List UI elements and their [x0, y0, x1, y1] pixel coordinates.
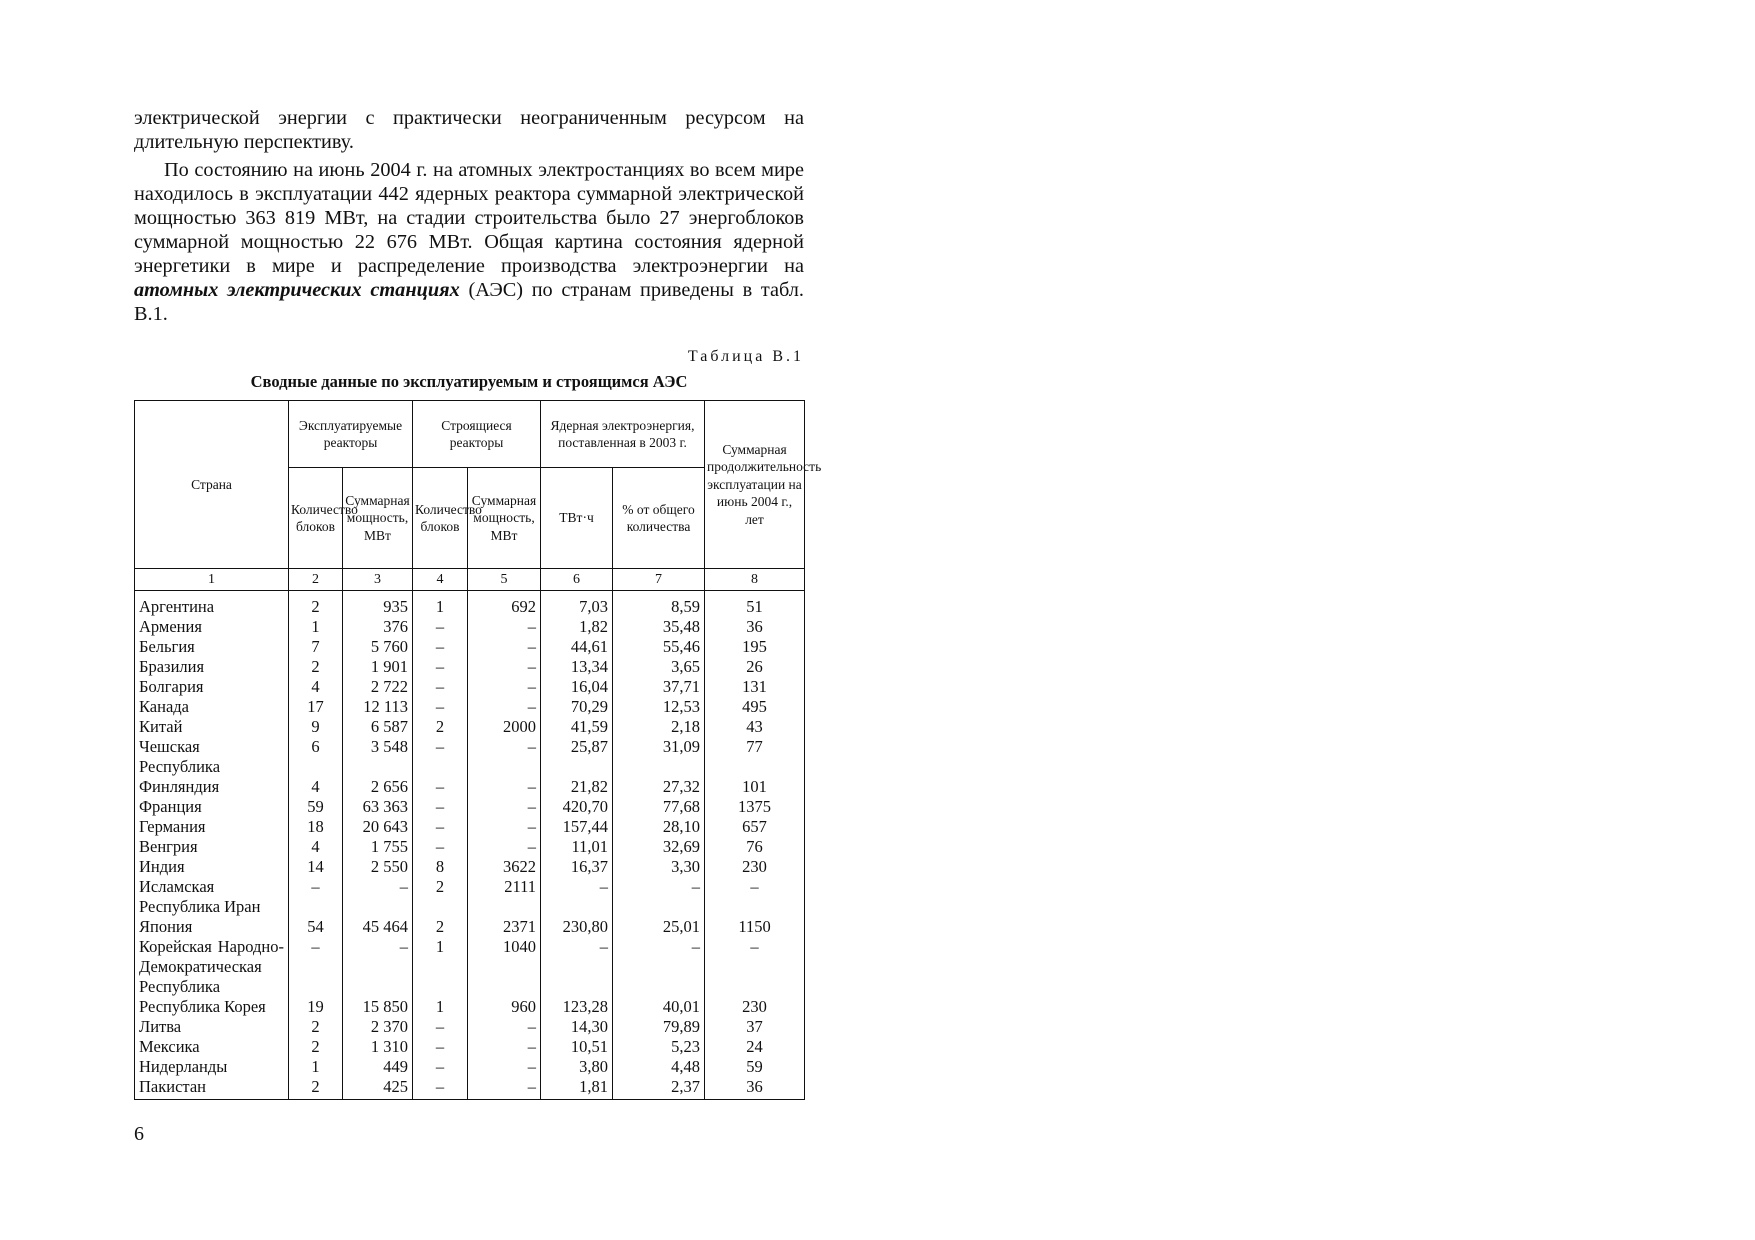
cell-twh: 25,87 — [541, 737, 613, 777]
header-energy: Ядерная электроэнергия, поставленная в 2003 г. — [541, 401, 705, 468]
table-row — [135, 777, 805, 797]
cell-country: Исламская Республика Иран — [135, 877, 289, 917]
cell-op-units: 54 — [289, 917, 343, 937]
cell-op-power: 20 643 — [343, 817, 413, 837]
cell-percent: – — [613, 937, 705, 997]
paragraph-text-before: По состоянию на июнь 2004 г. на атомных электростанциях во всем мире находилось в эксплуатации 442 ядерных реактора суммарной электрической мощностью 363 819 МВт, на стадии строительства было 27 энергоблоков суммарной мощностью 22 676 МВт. Общая картина состояния ядерной энергетики в мире и распределение производства электроэнергии на — [134, 159, 804, 277]
cell-bl-units: – — [413, 657, 468, 677]
cell-op-power: 15 850 — [343, 997, 413, 1017]
cell-twh: 21,82 — [541, 777, 613, 797]
cell-bl-power: 3622 — [468, 857, 541, 877]
cell-op-units: – — [289, 877, 343, 917]
cell-twh: – — [541, 937, 613, 997]
header-row-1 — [135, 401, 805, 468]
table-row — [135, 1077, 805, 1100]
cell-percent: 31,09 — [613, 737, 705, 777]
cell-twh: 16,37 — [541, 857, 613, 877]
cell-op-units: 18 — [289, 817, 343, 837]
table-row — [135, 797, 805, 817]
cell-twh: 230,80 — [541, 917, 613, 937]
cell-bl-power: – — [468, 737, 541, 777]
cell-op-power: 2 722 — [343, 677, 413, 697]
table-row — [135, 717, 805, 737]
table-row — [135, 617, 805, 637]
cell-percent: 12,53 — [613, 697, 705, 717]
cell-years: 43 — [705, 717, 805, 737]
cell-op-units: 59 — [289, 797, 343, 817]
cell-bl-units: 2 — [413, 917, 468, 937]
cell-op-power: 2 370 — [343, 1017, 413, 1037]
cell-bl-units: 2 — [413, 877, 468, 917]
table-row — [135, 697, 805, 717]
cell-op-power: – — [343, 937, 413, 997]
cell-op-power: 425 — [343, 1077, 413, 1100]
col-number: 6 — [541, 569, 613, 591]
header-operating: Эксплуатируемые реакторы — [289, 401, 413, 468]
cell-years: 131 — [705, 677, 805, 697]
header-twh: ТВт·ч — [541, 468, 613, 569]
cell-bl-units: – — [413, 1037, 468, 1057]
cell-years: 76 — [705, 837, 805, 857]
cell-years: 36 — [705, 617, 805, 637]
cell-op-units: 2 — [289, 1037, 343, 1057]
table-row — [135, 817, 805, 837]
cell-country: Пакистан — [135, 1077, 289, 1100]
cell-bl-power: – — [468, 617, 541, 637]
cell-country: Япония — [135, 917, 289, 937]
cell-op-power: 6 587 — [343, 717, 413, 737]
table-row — [135, 917, 805, 937]
table-row — [135, 857, 805, 877]
table-title: Сводные данные по эксплуатируемым и строящимся АЭС — [250, 372, 688, 391]
cell-country: Франция — [135, 797, 289, 817]
page-number: 6 — [134, 1123, 144, 1145]
table-row — [135, 1037, 805, 1057]
cell-twh: 3,80 — [541, 1057, 613, 1077]
header-duration: Суммарная продолжительность эксплуатации на июнь 2004 г., лет — [705, 401, 805, 569]
table-row — [135, 877, 805, 917]
cell-twh: 13,34 — [541, 657, 613, 677]
cell-bl-units: – — [413, 777, 468, 797]
cell-percent: 2,37 — [613, 1077, 705, 1100]
cell-twh: 157,44 — [541, 817, 613, 837]
table-row — [135, 637, 805, 657]
cell-years: 101 — [705, 777, 805, 797]
cell-country: Армения — [135, 617, 289, 637]
page-content — [134, 106, 822, 1100]
col-number: 4 — [413, 569, 468, 591]
cell-twh: 11,01 — [541, 837, 613, 857]
cell-op-units: 4 — [289, 837, 343, 857]
cell-bl-power: – — [468, 837, 541, 857]
cell-op-power: – — [343, 877, 413, 917]
cell-bl-power: – — [468, 1057, 541, 1077]
cell-country: Венгрия — [135, 837, 289, 857]
cell-years: 77 — [705, 737, 805, 777]
cell-percent: 25,01 — [613, 917, 705, 937]
cell-op-power: 935 — [343, 597, 413, 617]
cell-bl-units: 1 — [413, 997, 468, 1017]
cell-years: – — [705, 877, 805, 917]
cell-bl-units: – — [413, 697, 468, 717]
cell-bl-units: – — [413, 1077, 468, 1100]
cell-bl-power: 2371 — [468, 917, 541, 937]
cell-bl-units: – — [413, 1017, 468, 1037]
cell-country: Республика Корея — [135, 997, 289, 1017]
cell-op-units: – — [289, 937, 343, 997]
cell-percent: 28,10 — [613, 817, 705, 837]
cell-percent: – — [613, 877, 705, 917]
cell-bl-power: – — [468, 697, 541, 717]
header-op-power: Суммарная мощность, МВт — [343, 468, 413, 569]
col-number: 2 — [289, 569, 343, 591]
emphasis-term: атомных электрических станциях — [134, 279, 460, 301]
cell-op-power: 2 656 — [343, 777, 413, 797]
cell-twh: 1,82 — [541, 617, 613, 637]
cell-years: 26 — [705, 657, 805, 677]
cell-percent: 27,32 — [613, 777, 705, 797]
cell-percent: 79,89 — [613, 1017, 705, 1037]
cell-bl-units: 8 — [413, 857, 468, 877]
cell-percent: 5,23 — [613, 1037, 705, 1057]
cell-op-units: 14 — [289, 857, 343, 877]
cell-bl-power: – — [468, 637, 541, 657]
cell-years: 37 — [705, 1017, 805, 1037]
cell-percent: 4,48 — [613, 1057, 705, 1077]
cell-op-units: 6 — [289, 737, 343, 777]
cell-years: 24 — [705, 1037, 805, 1057]
cell-op-power: 12 113 — [343, 697, 413, 717]
header-op-units: Количество блоков — [289, 468, 343, 569]
table-row — [135, 837, 805, 857]
table-row — [135, 657, 805, 677]
cell-twh: 16,04 — [541, 677, 613, 697]
table-row — [135, 677, 805, 697]
cell-bl-power: 2111 — [468, 877, 541, 917]
header-country: Страна — [135, 401, 289, 569]
cell-country: Бразилия — [135, 657, 289, 677]
column-number-row — [135, 569, 805, 591]
cell-twh: 420,70 — [541, 797, 613, 817]
cell-twh: 1,81 — [541, 1077, 613, 1100]
cell-country: Мексика — [135, 1037, 289, 1057]
table-row — [135, 597, 805, 617]
cell-bl-units: – — [413, 817, 468, 837]
table-row — [135, 1057, 805, 1077]
cell-percent: 2,18 — [613, 717, 705, 737]
cell-percent: 40,01 — [613, 997, 705, 1017]
cell-country: Чешская Республика — [135, 737, 289, 777]
cell-bl-power: – — [468, 797, 541, 817]
cell-country: Канада — [135, 697, 289, 717]
cell-bl-power: – — [468, 777, 541, 797]
cell-years: 495 — [705, 697, 805, 717]
cell-bl-power: 692 — [468, 597, 541, 617]
cell-op-units: 1 — [289, 617, 343, 637]
cell-op-units: 1 — [289, 1057, 343, 1077]
cell-country: Болгария — [135, 677, 289, 697]
cell-bl-power: 2000 — [468, 717, 541, 737]
cell-percent: 37,71 — [613, 677, 705, 697]
cell-op-power: 45 464 — [343, 917, 413, 937]
cell-bl-power: – — [468, 1037, 541, 1057]
cell-percent: 32,69 — [613, 837, 705, 857]
cell-country: Аргентина — [135, 597, 289, 617]
cell-country: Финляндия — [135, 777, 289, 797]
cell-years: 59 — [705, 1057, 805, 1077]
paragraph-continuation: электрической энергии с практически неограниченным ресурсом на длительную перспективу. — [134, 107, 804, 153]
header-bl-power: Суммарная мощность, МВт — [468, 468, 541, 569]
cell-op-power: 1 901 — [343, 657, 413, 677]
table-row — [135, 1017, 805, 1037]
cell-years: 1375 — [705, 797, 805, 817]
cell-twh: 14,30 — [541, 1017, 613, 1037]
col-number: 7 — [613, 569, 705, 591]
cell-percent: 3,30 — [613, 857, 705, 877]
cell-bl-power: – — [468, 1077, 541, 1100]
cell-years: 230 — [705, 997, 805, 1017]
cell-bl-units: – — [413, 737, 468, 777]
table-body — [135, 590, 805, 1099]
cell-years: 36 — [705, 1077, 805, 1100]
cell-years: 1150 — [705, 917, 805, 937]
cell-op-units: 7 — [289, 637, 343, 657]
cell-op-units: 9 — [289, 717, 343, 737]
cell-country: Корейская Народно-Демократическая Республика — [135, 937, 289, 997]
cell-years: 195 — [705, 637, 805, 657]
cell-twh: 70,29 — [541, 697, 613, 717]
cell-bl-units: – — [413, 1057, 468, 1077]
cell-op-power: 3 548 — [343, 737, 413, 777]
cell-op-units: 19 — [289, 997, 343, 1017]
data-table — [134, 400, 822, 1100]
header-bl-units: Количество блоков — [413, 468, 468, 569]
cell-op-power: 2 550 — [343, 857, 413, 877]
cell-percent: 3,65 — [613, 657, 705, 677]
cell-percent: 55,46 — [613, 637, 705, 657]
cell-bl-power: – — [468, 657, 541, 677]
cell-country: Литва — [135, 1017, 289, 1037]
cell-twh: 44,61 — [541, 637, 613, 657]
header-percent: % от общего количества — [613, 468, 705, 569]
cell-bl-power: – — [468, 677, 541, 697]
cell-bl-units: 1 — [413, 597, 468, 617]
paragraph-main — [134, 158, 804, 326]
cell-years: 230 — [705, 857, 805, 877]
cell-percent: 77,68 — [613, 797, 705, 817]
cell-bl-power: – — [468, 1017, 541, 1037]
cell-country: Нидерланды — [135, 1057, 289, 1077]
cell-bl-power: 960 — [468, 997, 541, 1017]
cell-op-units: 2 — [289, 1017, 343, 1037]
cell-op-units: 2 — [289, 597, 343, 617]
cell-twh: 7,03 — [541, 597, 613, 617]
cell-twh: 10,51 — [541, 1037, 613, 1057]
cell-years: – — [705, 937, 805, 997]
cell-bl-units: – — [413, 637, 468, 657]
col-number: 1 — [135, 569, 289, 591]
table-row — [135, 997, 805, 1017]
cell-country: Германия — [135, 817, 289, 837]
cell-op-power: 1 755 — [343, 837, 413, 857]
cell-op-power: 5 760 — [343, 637, 413, 657]
cell-bl-units: 1 — [413, 937, 468, 997]
cell-op-units: 17 — [289, 697, 343, 717]
cell-bl-power: 1040 — [468, 937, 541, 997]
cell-op-power: 63 363 — [343, 797, 413, 817]
cell-country: Бельгия — [135, 637, 289, 657]
cell-country: Китай — [135, 717, 289, 737]
paragraph-text-after: (АЭС) по странам приведены в табл. В.1. — [134, 279, 804, 325]
col-number: 3 — [343, 569, 413, 591]
cell-op-units: 4 — [289, 677, 343, 697]
cell-op-units: 4 — [289, 777, 343, 797]
cell-twh: – — [541, 877, 613, 917]
cell-op-units: 2 — [289, 657, 343, 677]
cell-bl-power: – — [468, 817, 541, 837]
cell-country: Индия — [135, 857, 289, 877]
cell-op-power: 376 — [343, 617, 413, 637]
table-row — [135, 937, 805, 997]
cell-bl-units: – — [413, 797, 468, 817]
cell-years: 51 — [705, 597, 805, 617]
cell-percent: 8,59 — [613, 597, 705, 617]
cell-op-units: 2 — [289, 1077, 343, 1100]
cell-twh: 123,28 — [541, 997, 613, 1017]
cell-bl-units: – — [413, 677, 468, 697]
cell-years: 657 — [705, 817, 805, 837]
table-label: Таблица В.1 — [687, 348, 804, 365]
table-row — [135, 737, 805, 777]
cell-op-power: 1 310 — [343, 1037, 413, 1057]
col-number: 8 — [705, 569, 805, 591]
header-building: Строящиеся реакторы — [413, 401, 541, 468]
col-number: 5 — [468, 569, 541, 591]
cell-bl-units: – — [413, 617, 468, 637]
cell-bl-units: 2 — [413, 717, 468, 737]
cell-op-power: 449 — [343, 1057, 413, 1077]
cell-percent: 35,48 — [613, 617, 705, 637]
cell-bl-units: – — [413, 837, 468, 857]
cell-twh: 41,59 — [541, 717, 613, 737]
